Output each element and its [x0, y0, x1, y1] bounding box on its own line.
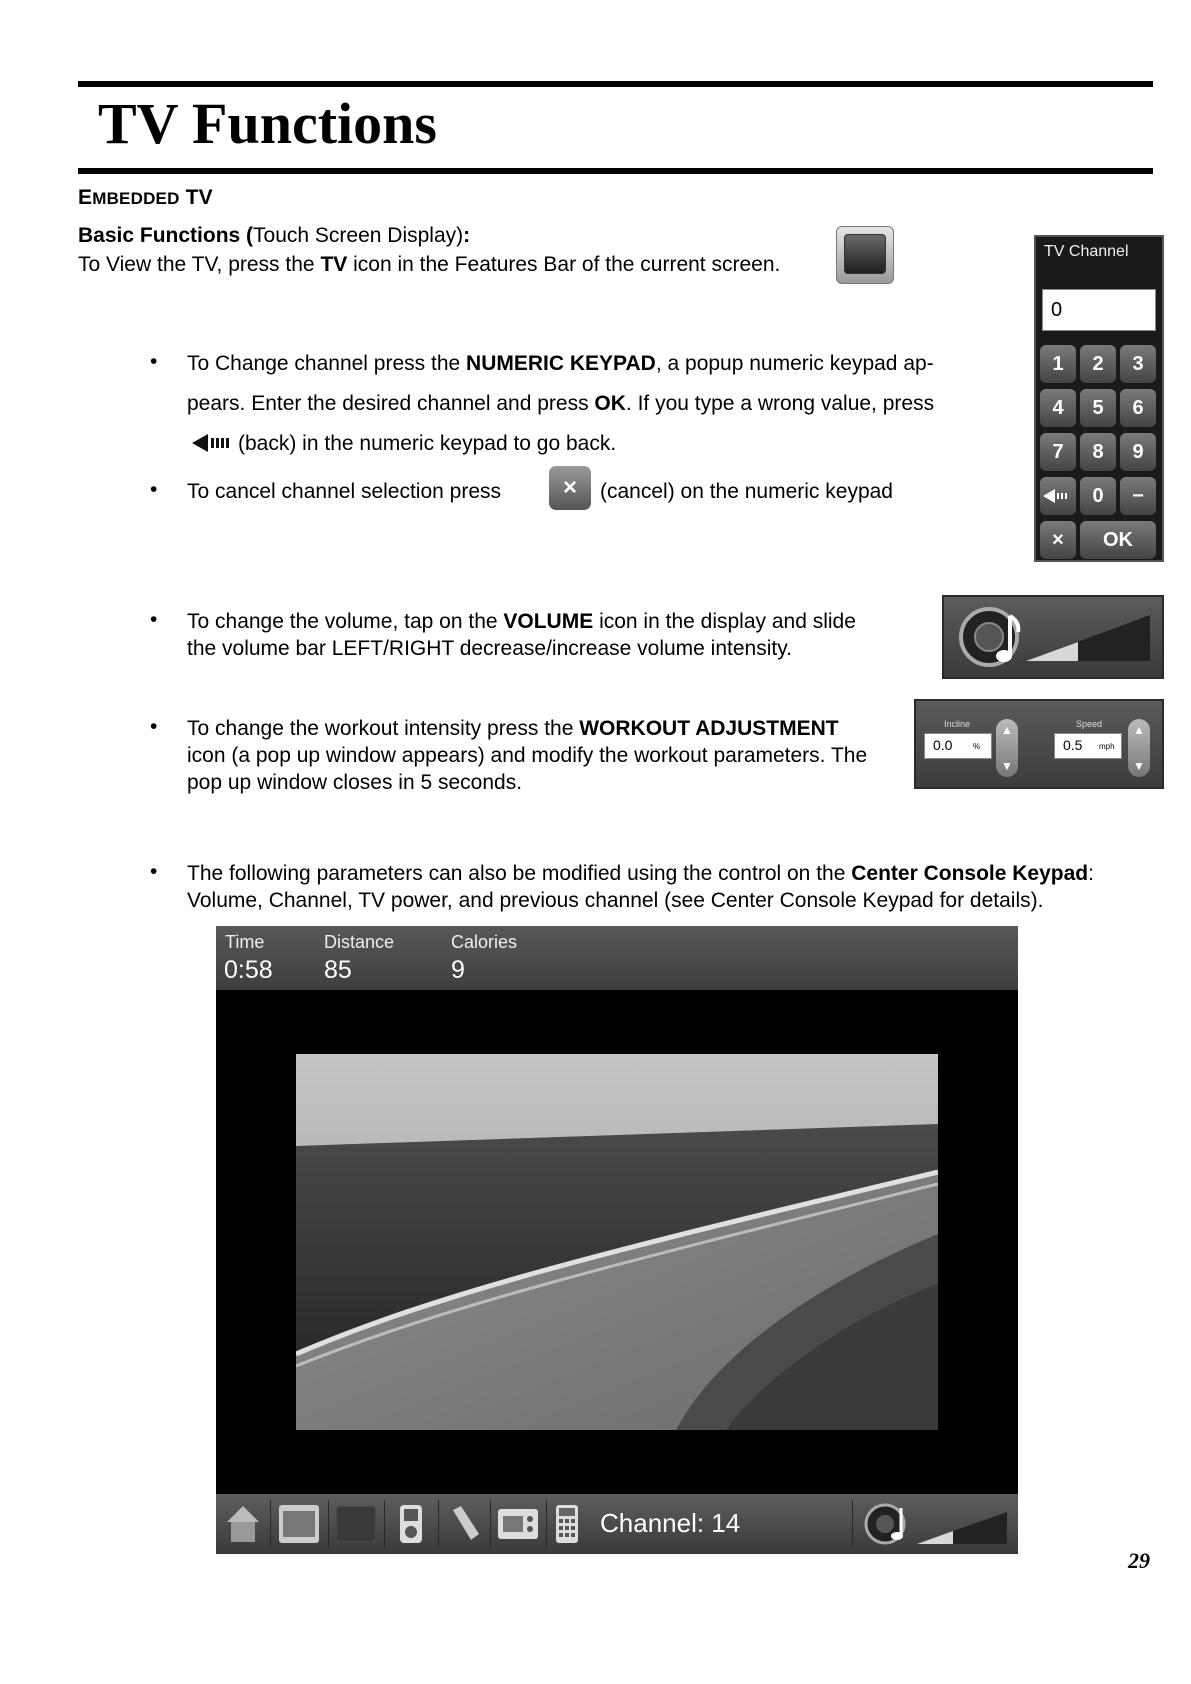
bullet-marker: •	[150, 860, 158, 883]
section-heading: EMBEDDED TV	[78, 186, 213, 209]
home-icon	[225, 1504, 261, 1544]
tv-video-image	[296, 1054, 938, 1430]
key-5[interactable]: 5	[1080, 389, 1116, 427]
page-number: 29	[1128, 1548, 1150, 1573]
tv-icon[interactable]	[836, 226, 894, 284]
workout-adjustment-widget[interactable]	[914, 699, 1164, 789]
bullet-workout-line3: pop up window closes in 5 seconds.	[187, 771, 523, 794]
key-8[interactable]: 8	[1080, 433, 1116, 471]
speed-field[interactable]	[1054, 733, 1122, 759]
distance-label: Distance	[324, 932, 395, 952]
incline-stepper[interactable]	[996, 719, 1018, 777]
volume-slider[interactable]	[917, 1512, 1007, 1544]
down-arrow-icon[interactable]: ▼	[1001, 759, 1013, 773]
down-arrow-icon[interactable]: ▼	[1133, 759, 1145, 773]
incline-unit: %	[973, 742, 981, 751]
bullet-channel-line2: pears. Enter the desired channel and press OK. If you type a wrong value, press	[187, 392, 935, 415]
bullet-console-line2: Volume, Channel, TV power, and previous channel (see Center Console Keypad for details).	[187, 889, 1044, 912]
bullet-volume-line2: the volume bar LEFT/RIGHT decrease/increase volume intensity.	[187, 637, 792, 660]
numeric-keypad-popup	[1034, 235, 1164, 562]
bullet-volume-line1: To change the volume, tap on the VOLUME icon in the display and slide	[187, 610, 856, 633]
bullet-workout-line1: To change the workout intensity press the WORKOUT ADJUSTMENT	[187, 717, 839, 740]
tv-remote-button[interactable]	[490, 1500, 547, 1548]
programs-button[interactable]	[270, 1500, 329, 1548]
key-0[interactable]: 0	[1080, 477, 1116, 515]
back-key[interactable]	[1040, 477, 1076, 515]
speed-value: 0.5	[1063, 737, 1083, 753]
speaker-icon	[863, 1500, 913, 1548]
stats-bar	[216, 926, 1018, 990]
tv-screen	[216, 926, 1018, 1554]
ipod-button[interactable]	[384, 1500, 439, 1548]
keypad-icon	[556, 1505, 578, 1543]
volume-widget[interactable]	[942, 595, 1164, 679]
home-button[interactable]	[216, 1500, 271, 1548]
minus-key[interactable]: −	[1120, 477, 1156, 515]
speed-stepper[interactable]	[1128, 719, 1150, 777]
basic-functions-heading: Basic Functions (Touch Screen Display):	[78, 224, 471, 247]
channel-display[interactable]: Channel: 14	[600, 1508, 741, 1538]
intro-text: To View the TV, press the TV icon in the Features Bar of the current screen.	[78, 253, 781, 276]
key-7[interactable]: 7	[1040, 433, 1076, 471]
bullet-channel-line1: To Change channel press the NUMERIC KEYPAD, a popup numeric keypad ap-	[187, 352, 934, 375]
up-arrow-icon[interactable]: ▲	[1001, 723, 1013, 737]
speed-unit: mph	[1099, 742, 1115, 751]
volume-slider[interactable]	[1026, 615, 1150, 661]
tv-icon	[336, 1506, 376, 1542]
volume-control[interactable]	[852, 1500, 1019, 1548]
bullet-marker: •	[150, 350, 158, 373]
bullet-marker: •	[150, 608, 158, 631]
ok-key[interactable]: OK	[1080, 521, 1156, 559]
tv-remote-icon	[498, 1509, 538, 1539]
channel-value: 0	[1051, 299, 1063, 321]
key-3[interactable]: 3	[1120, 345, 1156, 383]
back-arrow-icon	[192, 432, 232, 454]
bullet-marker: •	[150, 715, 158, 738]
incline-field[interactable]	[924, 733, 992, 759]
speed-label: Speed	[1076, 719, 1103, 729]
usb-icon	[449, 1506, 479, 1542]
keypad-title: TV Channel	[1044, 243, 1129, 260]
time-label: Time	[225, 932, 265, 952]
key-2[interactable]: 2	[1080, 345, 1116, 383]
bullet-cancel-pre: To cancel channel selection press	[187, 480, 502, 503]
ipod-icon	[400, 1505, 422, 1543]
cancel-key[interactable]: ×	[1040, 521, 1076, 559]
channel-input[interactable]	[1042, 289, 1156, 331]
grid-icon	[279, 1505, 319, 1543]
time-value: 0:58	[224, 956, 273, 984]
tv-button[interactable]	[328, 1500, 385, 1548]
incline-value: 0.0	[933, 737, 953, 753]
back-arrow-icon	[1043, 488, 1073, 504]
title-underline	[78, 168, 1153, 174]
key-6[interactable]: 6	[1120, 389, 1156, 427]
bullet-console-line1: The following parameters can also be modified using the control on the Center Console Keypad:	[187, 862, 1094, 885]
key-1[interactable]: 1	[1040, 345, 1076, 383]
keypad-button[interactable]	[546, 1500, 590, 1548]
key-9[interactable]: 9	[1120, 433, 1156, 471]
speaker-icon	[956, 602, 1026, 672]
bullet-channel-line3: (back) in the numeric keypad to go back.	[238, 432, 617, 455]
usb-button[interactable]	[438, 1500, 491, 1548]
up-arrow-icon[interactable]: ▲	[1133, 723, 1145, 737]
distance-value: 85	[324, 956, 352, 984]
bullet-cancel-post: (cancel) on the numeric keypad	[600, 480, 893, 503]
bullet-workout-line2: icon (a pop up window appears) and modify the workout parameters. The	[187, 744, 868, 767]
features-bar	[216, 1494, 1018, 1554]
bullet-marker: •	[150, 478, 158, 501]
calories-label: Calories	[451, 932, 518, 952]
incline-label: Incline	[944, 719, 971, 729]
cancel-icon: ×	[549, 466, 591, 510]
key-4[interactable]: 4	[1040, 389, 1076, 427]
top-rule	[78, 81, 1153, 87]
calories-value: 9	[451, 956, 465, 984]
page-title: TV Functions	[98, 91, 437, 156]
